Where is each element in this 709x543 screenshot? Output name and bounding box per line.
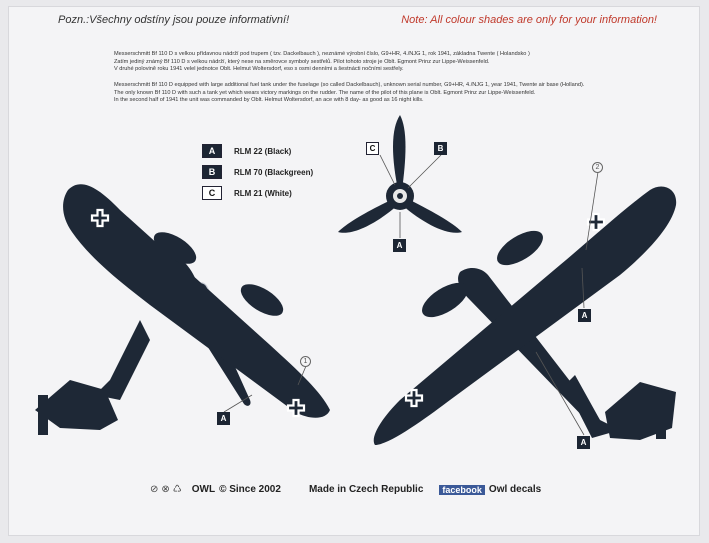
made-in-label: Made in Czech Republic [308, 484, 424, 495]
facebook-badge[interactable]: facebook [439, 485, 485, 495]
no-burn-icon: ⊘ [150, 484, 159, 495]
legend-code: A [202, 144, 222, 158]
callout-tag-c: C [366, 142, 379, 155]
marking-number-circle: 2 [592, 162, 603, 173]
callout-tag-a: A [393, 239, 406, 252]
footer-bar [150, 484, 541, 495]
description-line: Messerschmitt Bf 110 D equipped with large additional fuel tank under the fuselage (so called Dackelbauch), unknown serial number, G9+HR, 4./NJG 1, year 1941, Twente air base (Holland). [114, 82, 585, 88]
callout-tag-b: B [434, 142, 447, 155]
legend-label: RLM 22 (Black) [234, 146, 292, 156]
legend-code: B [202, 165, 222, 179]
no-child-icon: ⊗ [161, 484, 170, 495]
marking-number-circle: 1 [300, 356, 311, 367]
owl-brand: OWL [191, 484, 216, 495]
legend-label: RLM 21 (White) [234, 188, 292, 198]
description-line: Zatím jediný známý Bf 110 D s velkou nádrží, který nese na směrovce symboly sestřelů. Pilot tohoto stroje je Oblt. Egmont Prinz zur Lippe-Weissenfeld. [114, 58, 490, 65]
description-line: The only known Bf 110 D with such a tank yet which wears victory markings on the rudder. The name of the pilot of this plane is Oblt. Egmont Prinz zur Lippe-Weissenfeld. [114, 89, 536, 96]
english-note: Note: All colour shades are only for your information! [401, 14, 657, 26]
right-aircraft-view [374, 186, 676, 445]
left-aircraft-view [35, 184, 330, 435]
legend-code: C [202, 186, 222, 200]
warning-icons [150, 484, 182, 495]
callout-tag-a: A [577, 436, 590, 449]
callout-tag-a: A [217, 412, 230, 425]
description-line: Messerschmitt Bf 110 D s velkou přídavnou nádrží pod trupem ( tzv. Dackelbauch ), neznámé výrobní číslo, G9+HR, 4./NJG 1, rok 1941, základna Twente ( Holandsko ) [114, 51, 530, 57]
callout-tag-a: A [578, 309, 591, 322]
legend-label: RLM 70 (Blackgreen) [234, 167, 314, 177]
recycle-bin-icon: ♺ [172, 484, 182, 495]
copyright-since: © Since 2002 [219, 484, 281, 495]
description-line: V druhé polovině roku 1941 velel jednotce Oblt. Helmut Woltersdorf, eso s osmi denními a šestnácti nočními sestřely. [114, 66, 404, 73]
czech-note: Pozn.:Všechny odstíny jsou pouze informativní! [58, 14, 290, 26]
owl-decals-label: Owl decals [488, 484, 542, 495]
description-line: In the second half of 1941 the unit was commanded by Oblt. Helmut Woltersdorf, an ace with 8 day- as good as 16 night kills. [114, 97, 424, 104]
